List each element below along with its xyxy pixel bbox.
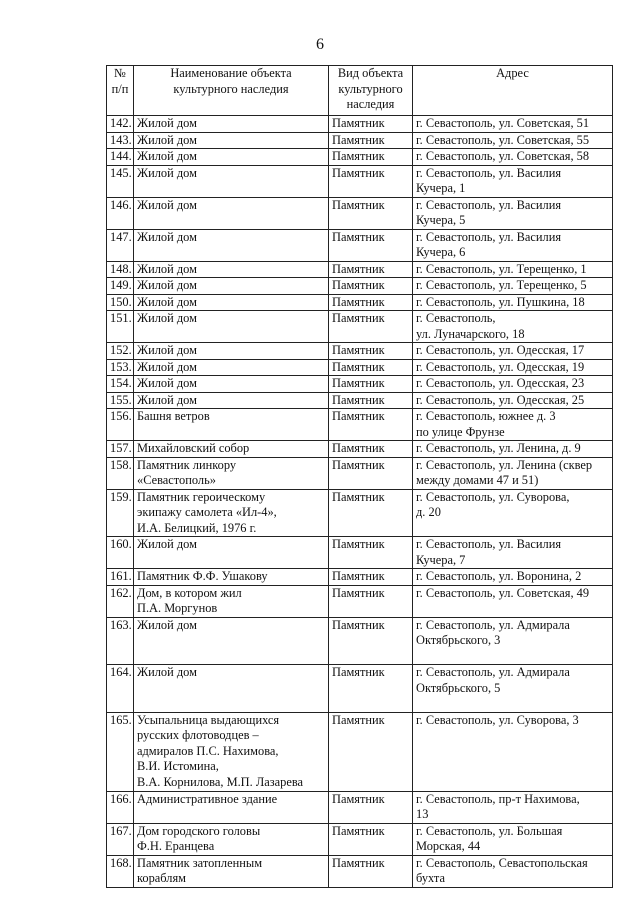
object-type-cell: Памятник (329, 855, 413, 887)
object-type-cell: Памятник (329, 359, 413, 376)
object-name-cell: Жилой дом (134, 278, 329, 295)
address-cell: г. Севастополь, ул. Одесская, 19 (413, 359, 613, 376)
object-name-cell: Михайловский собор (134, 441, 329, 458)
row-number: 159. (107, 489, 134, 537)
table-row (107, 617, 613, 665)
row-number: 142. (107, 116, 134, 133)
row-number: 161. (107, 569, 134, 586)
object-name-cell: Усыпальница выдающихся русских флотоводцев – адмиралов П.С. Нахимова, В.И. Истомина, В.А. Корнилова, М.П. Лазарева (134, 712, 329, 791)
object-name-cell: Жилой дом (134, 311, 329, 343)
address-cell: г. Севастополь, ул. Пушкина, 18 (413, 294, 613, 311)
address-cell: г. Севастополь, ул. Луначарского, 18 (413, 311, 613, 343)
object-name-cell: Жилой дом (134, 261, 329, 278)
object-type-cell: Памятник (329, 537, 413, 569)
address-cell: г. Севастополь, ул. Адмирала Октябрьского, 3 (413, 617, 613, 665)
object-type-cell: Памятник (329, 665, 413, 713)
object-type-cell: Памятник (329, 392, 413, 409)
object-name-cell: Памятник затопленным кораблям (134, 855, 329, 887)
table-row (107, 359, 613, 376)
row-number: 149. (107, 278, 134, 295)
object-name-cell: Жилой дом (134, 197, 329, 229)
row-number: 153. (107, 359, 134, 376)
object-name-cell: Жилой дом (134, 392, 329, 409)
object-type-cell: Памятник (329, 132, 413, 149)
object-type-cell: Памятник (329, 409, 413, 441)
table-row (107, 665, 613, 713)
table-row (107, 409, 613, 441)
address-cell: г. Севастополь, ул. Ленина (сквер между домами 47 и 51) (413, 457, 613, 489)
object-name-cell: Жилой дом (134, 132, 329, 149)
object-type-cell: Памятник (329, 712, 413, 791)
object-name-cell: Дом, в котором жил П.А. Моргунов (134, 585, 329, 617)
table-row (107, 489, 613, 537)
row-number: 146. (107, 197, 134, 229)
row-number: 162. (107, 585, 134, 617)
page-number: 6 (316, 36, 324, 53)
object-type-cell: Памятник (329, 617, 413, 665)
table-row (107, 855, 613, 887)
object-name-cell: Памятник линкору «Севастополь» (134, 457, 329, 489)
row-number: 167. (107, 823, 134, 855)
row-number: 165. (107, 712, 134, 791)
row-number: 151. (107, 311, 134, 343)
address-cell: г. Севастополь, ул. Одесская, 25 (413, 392, 613, 409)
row-number: 148. (107, 261, 134, 278)
object-type-cell: Памятник (329, 229, 413, 261)
address-cell: г. Севастополь, ул. Василия Кучера, 1 (413, 165, 613, 197)
row-number: 143. (107, 132, 134, 149)
object-type-cell: Памятник (329, 489, 413, 537)
object-name-cell: Памятник героическому экипажу самолета «Ил-4», И.А. Белицкий, 1976 г. (134, 489, 329, 537)
address-cell: г. Севастополь, ул. Василия Кучера, 7 (413, 537, 613, 569)
address-cell: г. Севастополь, ул. Советская, 51 (413, 116, 613, 133)
address-cell: г. Севастополь, ул. Советская, 58 (413, 149, 613, 166)
object-type-cell: Памятник (329, 823, 413, 855)
object-type-cell: Памятник (329, 343, 413, 360)
object-type-cell: Памятник (329, 441, 413, 458)
object-type-cell: Памятник (329, 569, 413, 586)
address-cell: г. Севастополь, ул. Терещенко, 1 (413, 261, 613, 278)
table-row (107, 712, 613, 791)
row-number: 150. (107, 294, 134, 311)
address-cell: г. Севастополь, ул. Одесская, 17 (413, 343, 613, 360)
object-type-cell: Памятник (329, 197, 413, 229)
address-cell: г. Севастополь, ул. Адмирала Октябрьского, 5 (413, 665, 613, 713)
object-type-cell: Памятник (329, 261, 413, 278)
row-number: 168. (107, 855, 134, 887)
table-row (107, 457, 613, 489)
header-address: Адрес (413, 66, 613, 116)
object-type-cell: Памятник (329, 294, 413, 311)
header-number: № п/п (107, 66, 134, 116)
object-name-cell: Жилой дом (134, 537, 329, 569)
address-cell: г. Севастополь, южнее д. 3 по улице Фрунзе (413, 409, 613, 441)
object-name-cell: Жилой дом (134, 665, 329, 713)
object-name-cell: Жилой дом (134, 343, 329, 360)
table-row (107, 197, 613, 229)
object-name-cell: Административное здание (134, 791, 329, 823)
row-number: 144. (107, 149, 134, 166)
object-type-cell: Памятник (329, 585, 413, 617)
table-header-row (107, 66, 613, 116)
address-cell: г. Севастополь, ул. Терещенко, 5 (413, 278, 613, 295)
heritage-registry-table (106, 65, 613, 888)
table-row (107, 165, 613, 197)
object-name-cell: Жилой дом (134, 376, 329, 393)
row-number: 155. (107, 392, 134, 409)
table-row (107, 311, 613, 343)
object-type-cell: Памятник (329, 457, 413, 489)
object-name-cell: Жилой дом (134, 165, 329, 197)
table-body (107, 116, 613, 888)
address-cell: г. Севастополь, ул. Василия Кучера, 5 (413, 197, 613, 229)
table-row (107, 343, 613, 360)
address-cell: г. Севастополь, Севастопольская бухта (413, 855, 613, 887)
object-type-cell: Памятник (329, 791, 413, 823)
object-type-cell: Памятник (329, 376, 413, 393)
row-number: 164. (107, 665, 134, 713)
row-number: 158. (107, 457, 134, 489)
table-row (107, 278, 613, 295)
object-type-cell: Памятник (329, 116, 413, 133)
object-name-cell: Жилой дом (134, 149, 329, 166)
row-number: 152. (107, 343, 134, 360)
header-object-type: Вид объекта культурного наследия (329, 66, 413, 116)
address-cell: г. Севастополь, ул. Советская, 55 (413, 132, 613, 149)
object-name-cell: Памятник Ф.Ф. Ушакову (134, 569, 329, 586)
row-number: 156. (107, 409, 134, 441)
row-number: 157. (107, 441, 134, 458)
table-row (107, 823, 613, 855)
address-cell: г. Севастополь, ул. Воронина, 2 (413, 569, 613, 586)
address-cell: г. Севастополь, ул. Советская, 49 (413, 585, 613, 617)
address-cell: г. Севастополь, ул. Ленина, д. 9 (413, 441, 613, 458)
row-number: 166. (107, 791, 134, 823)
table-row (107, 229, 613, 261)
address-cell: г. Севастополь, ул. Василия Кучера, 6 (413, 229, 613, 261)
object-name-cell: Дом городского головы Ф.Н. Еранцева (134, 823, 329, 855)
object-name-cell: Жилой дом (134, 359, 329, 376)
table-row (107, 132, 613, 149)
object-name-cell: Жилой дом (134, 294, 329, 311)
object-name-cell: Башня ветров (134, 409, 329, 441)
object-type-cell: Памятник (329, 149, 413, 166)
address-cell: г. Севастополь, ул. Суворова, д. 20 (413, 489, 613, 537)
table-row (107, 441, 613, 458)
table-row (107, 376, 613, 393)
object-type-cell: Памятник (329, 278, 413, 295)
row-number: 145. (107, 165, 134, 197)
table-row (107, 791, 613, 823)
object-name-cell: Жилой дом (134, 617, 329, 665)
table-row (107, 585, 613, 617)
address-cell: г. Севастополь, пр-т Нахимова, 13 (413, 791, 613, 823)
row-number: 160. (107, 537, 134, 569)
address-cell: г. Севастополь, ул. Суворова, 3 (413, 712, 613, 791)
row-number: 154. (107, 376, 134, 393)
header-object-name: Наименование объекта культурного наследия (134, 66, 329, 116)
table-row (107, 261, 613, 278)
table-row (107, 116, 613, 133)
address-cell: г. Севастополь, ул. Одесская, 23 (413, 376, 613, 393)
object-name-cell: Жилой дом (134, 116, 329, 133)
table-row (107, 294, 613, 311)
row-number: 147. (107, 229, 134, 261)
object-name-cell: Жилой дом (134, 229, 329, 261)
table-row (107, 392, 613, 409)
table-row (107, 569, 613, 586)
table-row (107, 149, 613, 166)
table-row (107, 537, 613, 569)
object-type-cell: Памятник (329, 165, 413, 197)
address-cell: г. Севастополь, ул. Большая Морская, 44 (413, 823, 613, 855)
object-type-cell: Памятник (329, 311, 413, 343)
row-number: 163. (107, 617, 134, 665)
